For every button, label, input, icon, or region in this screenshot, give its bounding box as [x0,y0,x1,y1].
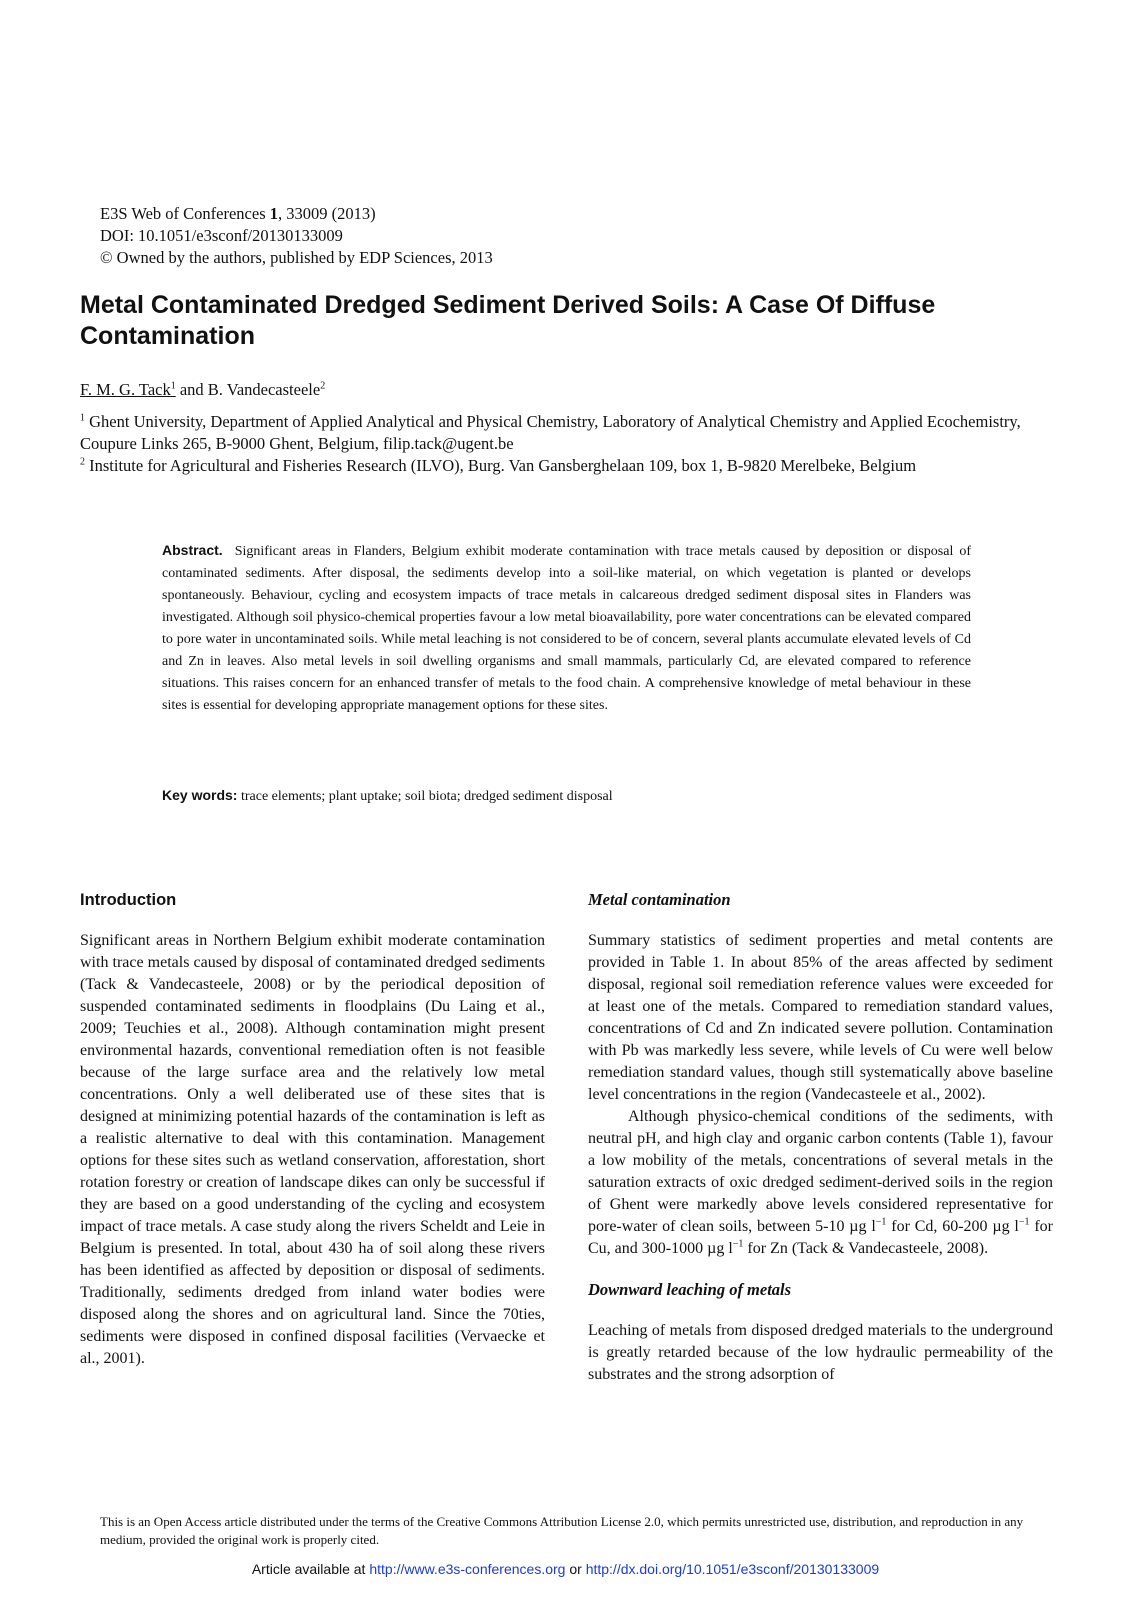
affiliation-2: $^2$ Institute for Agricultural and Fisheries Research (ILVO), Burg. Van Gansberghelaan 109, box 1, B-9820 Merelbeke, Belgium [80,456,917,475]
metal-contamination-para-1: Summary statistics of sediment properties and metal contents are provided in Table 1. In about 85% of the areas affected by sediment disposal, regional soil remediation reference values were exceeded for at least one of the metals. Compared to remediation standard values, concentrations of Cd and Zn indicated severe pollution. Contamination with Pb was markedly less severe, while levels of Cu were well below remediation standard values, though still systematically above baseline level concentrations in the region (Vandecasteele et al., 2002). [588,932,1053,1103]
second-author: and B. Vandecasteele [175,380,321,399]
affiliations [80,411,1070,477]
affiliation-1: $^1$ Ghent University, Department of Applied Analytical and Physical Chemistry, Laboratory of Analytical Chemistry and Applied Ecochemistry, Coupure Links 265, B-9000 Ghent, Belgium, filip.tack@ugent.be [80,412,1021,453]
introduction-heading: Introduction [80,891,177,909]
right-column [588,889,1053,1386]
downward-leaching-heading: Downward leaching of metals [588,1280,792,1299]
journal-citation: E3S Web of Conferences 1, 33009 (2013) [100,204,376,223]
introduction-text: Significant areas in Northern Belgium exhibit moderate contamination with trace metals caused by disposal of contaminated dredged sediments (Tack & Vandecasteele, 2008) or by the periodical deposition of suspended contaminated sediments in floodplains (Du Laing et al., 2009; Teuchies et al., 2008). Although contamination might present environmental hazards, conventional remediation often is not feasible because of the large surface area and the relatively low metal concentrations. Only a well deliberated use of these sites that is designed at minimizing potential hazards of the contamination is left as a realistic alternative to deal with this contamination. Management options for these sites such as wetland conservation, afforestation, short rotation forestry or creation of landscape dikes can only be successful if they are based on a good understanding of the cycling and ecosystem impact of trace metals. A case study along the rivers Scheldt and Leie in Belgium is presented. In total, about 430 ha of soil along these rivers has been identified as affected by deposition or disposal of sediments. Traditionally, sediments dredged from inland water bodies were disposed along the shores and on agricultural land. Since the 70ties, sediments were disposed in confined disposal facilities (Vervaecke et al., 2001). [80,932,545,1367]
article-availability: Article available at http://www.e3s-conferences.org or http://dx.doi.org/10.1051/e3sconf/20130133009 [251,1561,880,1577]
doi-link[interactable]: http://dx.doi.org/10.1051/e3sconf/20130133009 [585,1561,880,1577]
first-author: F. M. G. Tack$^1$ [80,380,176,399]
keywords-text: trace elements; plant uptake; soil biota; dredged sediment disposal [237,789,613,804]
metal-contamination-heading: Metal contamination [588,890,731,909]
paper-title: Metal Contaminated Dredged Sediment Derived Soils: A Case Of Diffuse Contamination [80,291,936,350]
abstract-text: Significant areas in Flanders, Belgium exhibit moderate contamination with trace metals caused by deposition or disposal of contaminated sediments. After disposal, the sediments develop into a soil-like material, on which vegetation is planted or develops spontaneously. Behaviour, cycling and ecosystem impacts of trace metals in calcareous dredged sediment disposal sites in Flanders was investigated. Although soil physico-chemical properties favour a low metal bioavailability, pore water concentrations can be elevated compared to pore water in uncontaminated soils. While metal leaching is not considered to be of concern, several plants accumulate elevated levels of Cd and Zn in leaves. Also metal levels in soil dwelling organisms and small mammals, particularly Cd, are elevated compared to reference situations. This raises concern for an enhanced transfer of metals to the food chain. A comprehensive knowledge of metal behaviour in these sites is essential for developing appropriate management options for these sites. [162,544,971,713]
downward-leaching-text: Leaching of metals from disposed dredged materials to the underground is greatly retarded because of the low hydraulic permeability of the substrates and the strong adsorption of [588,1322,1053,1383]
keywords-label: Key words: [162,787,238,803]
abstract-label: Abstract. [162,542,223,558]
license-note: This is an Open Access article distributed under the terms of the Creative Commons Attribution License 2.0, which permits unrestricted use, distribution, and reproduction in any medium, provided the original work is properly cited. [100,1514,1024,1547]
journal-header [100,203,493,269]
keywords [162,787,971,805]
left-column [80,889,545,1370]
author-line: F. M. G. Tack$^1$ and B. Vandecasteele$^2$ [80,380,326,399]
copyright-line: © Owned by the authors, published by EDP Sciences, 2013 [100,248,493,267]
doi-line: DOI: 10.1051/e3sconf/20130133009 [100,226,343,245]
metal-contamination-para-2: Although physico-chemical conditions of the sediments, with neutral pH, and high clay and organic carbon contents (Table 1), favour a low mobility of the metals, concentrations of several metals in the saturation extracts of oxic dredged sediment-derived soils in the region of Ghent were markedly above levels considered representative for pore-water of clean soils, between 5-10 µg $l^{-1}$ for Cd, 60-200 µg $l^{-1}$ for Cu, and 300-1000 µg $l^{-1}$ for Zn (Tack & Vandecasteele, 2008). [588,1108,1053,1257]
e3s-conferences-link[interactable]: http://www.e3s-conferences.org [369,1561,566,1577]
abstract [162,539,971,717]
